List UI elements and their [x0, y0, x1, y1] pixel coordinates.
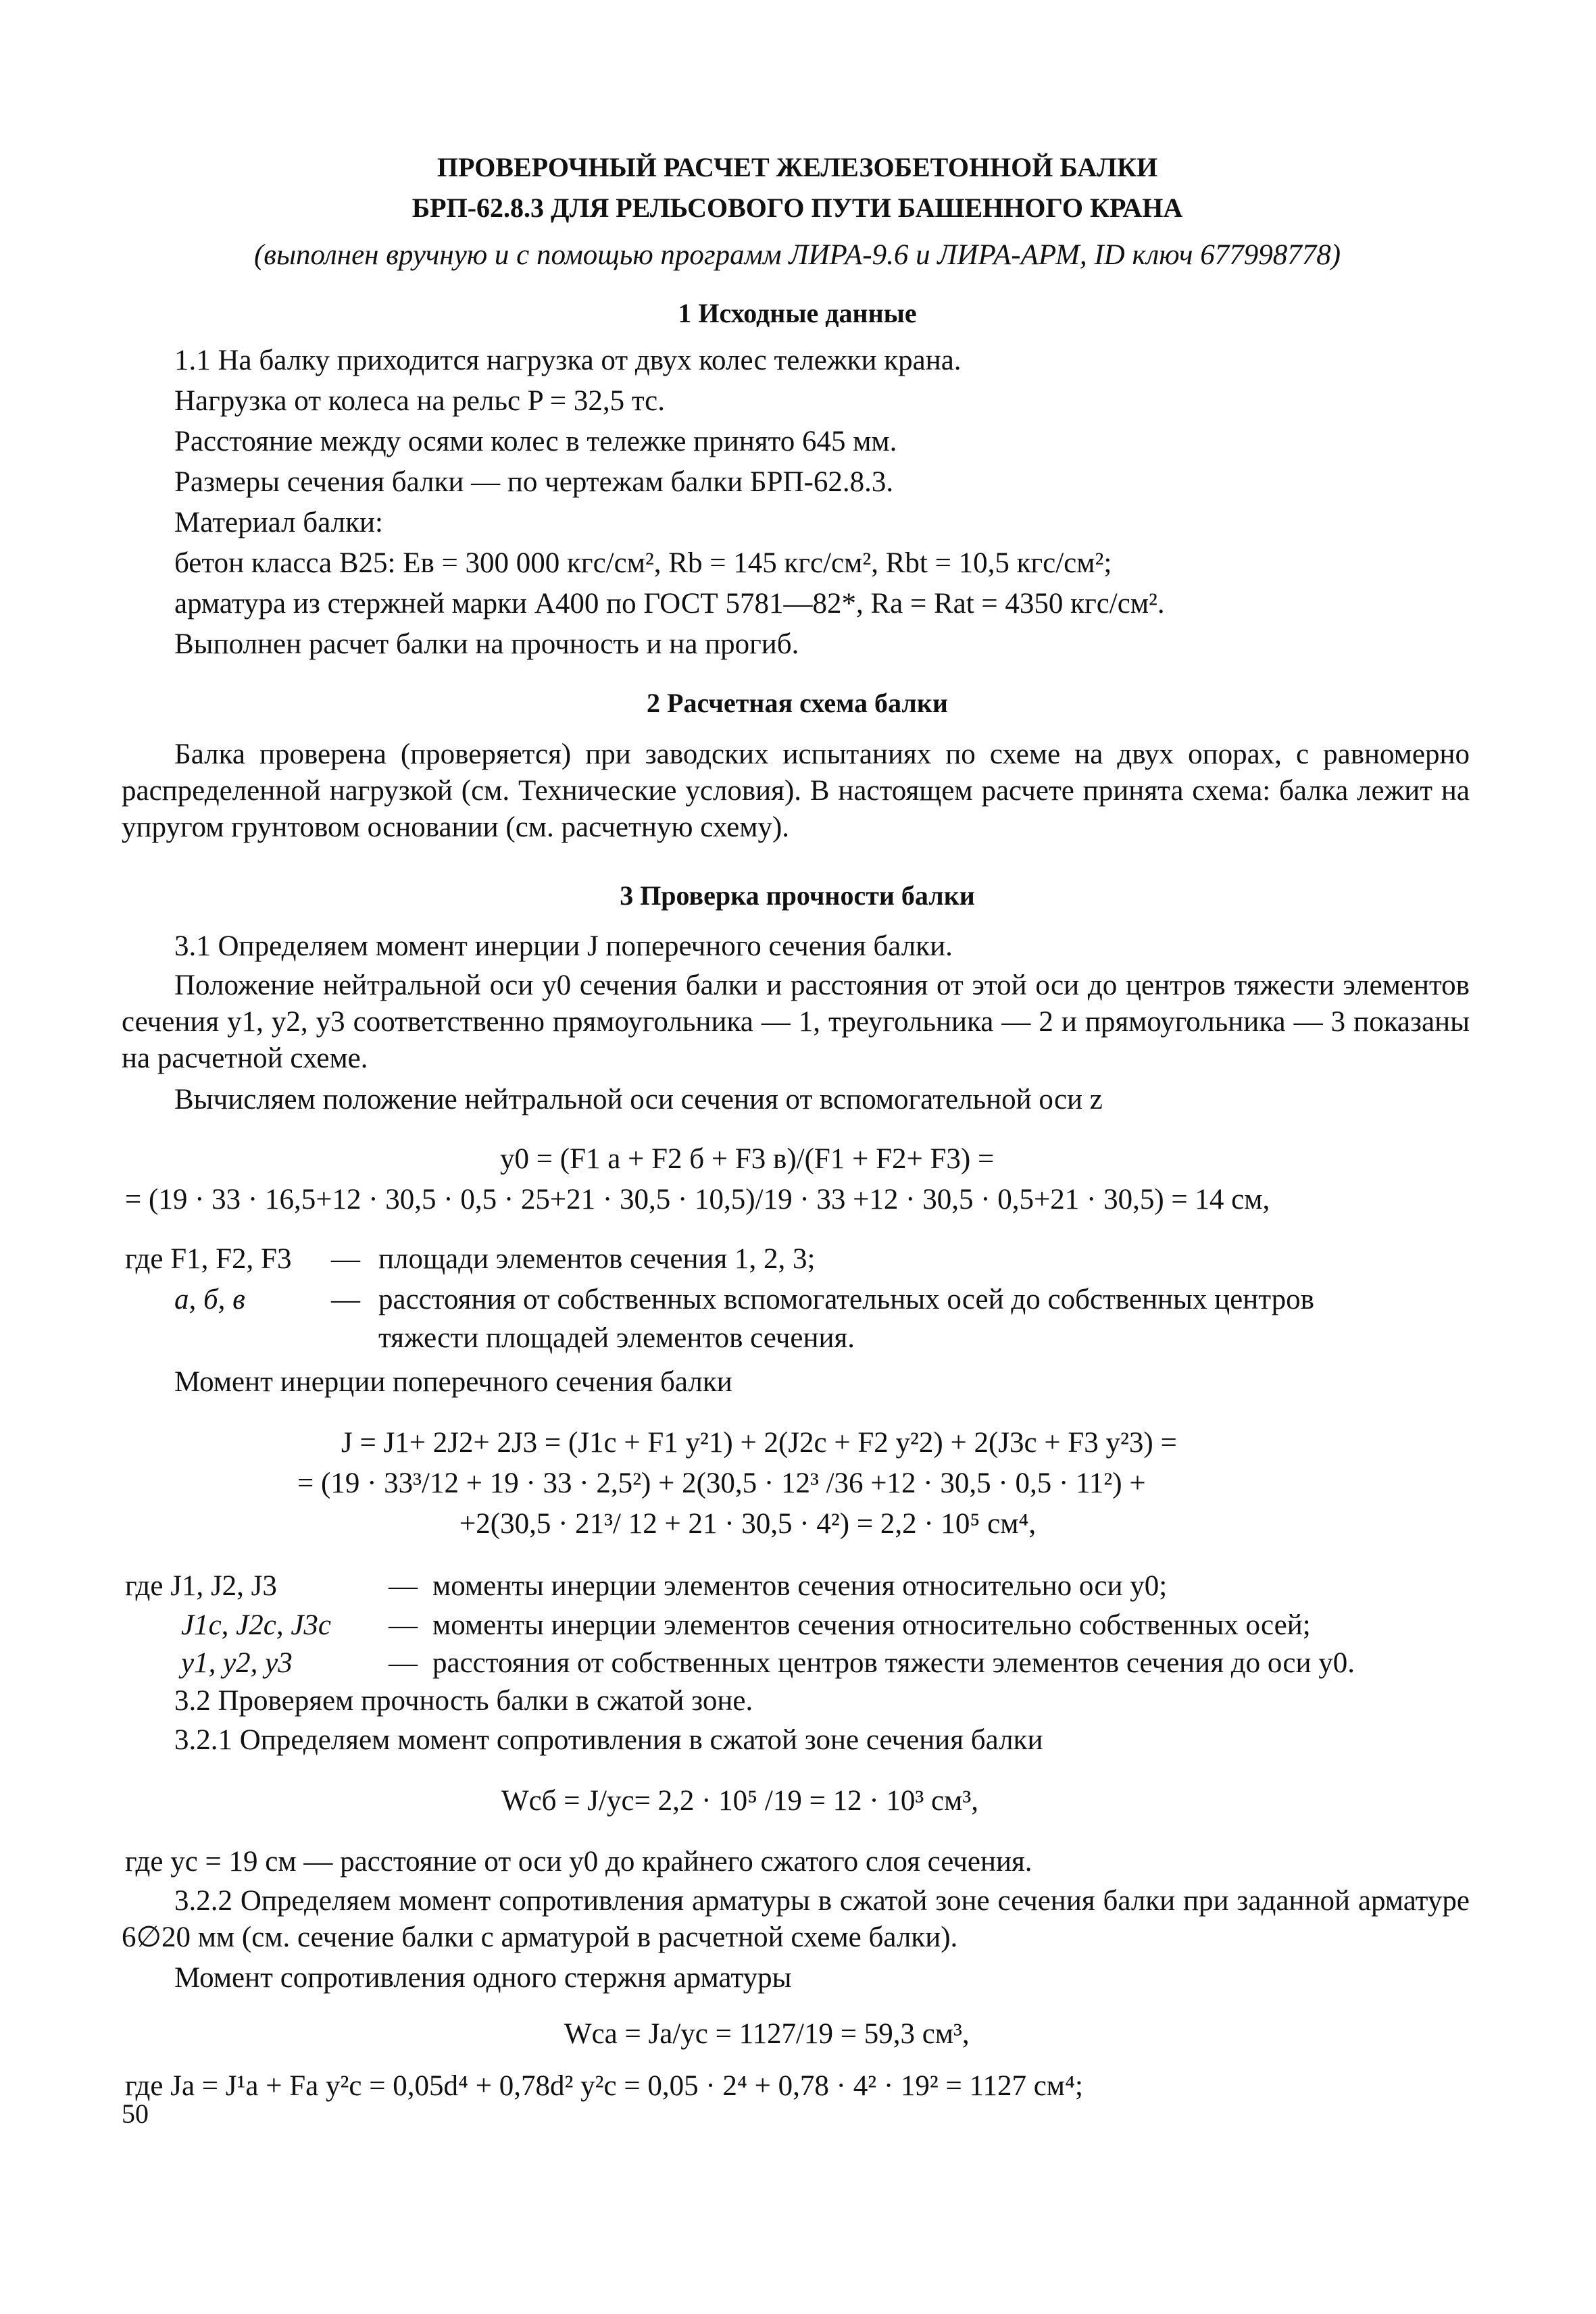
s1-line-8: Выполнен расчет балки на прочность и на прогиб. — [174, 628, 799, 660]
s3-p3: Вычисляем положение нейтральной оси сечения от вспомогательной оси z — [174, 1084, 1103, 1115]
where1-label-2: а, б, в — [174, 1284, 245, 1315]
s3-p5: 3.2 Проверяем прочность балки в сжатой зоне. — [174, 1685, 753, 1717]
subtitle: (выполнен вручную и с помощью программ ЛИРА-9.6 и ЛИРА-АРМ, ID ключ 677998778) — [253, 239, 1341, 271]
s3-p9: Момент сопротивления одного стержня арматуры — [174, 1962, 792, 1994]
where2-label-2: J1c, J2c, J3c — [181, 1609, 332, 1641]
equation-J-line-1: J = J1+ 2J2+ 2J3 = (J1c + F1 y²1) + 2(J2c + F2 y²2) + 2(J3c + F3 y²3) = — [341, 1427, 1177, 1459]
equation-Ja: где Ja = J¹a + Fa y²c = 0,05d⁴ + 0,78d² y²c = 0,05 · 2⁴ + 0,78 · 4² · 19² = 1127 см⁴; — [125, 2070, 1083, 2102]
section-3-heading: 3 Проверка прочности балки — [620, 880, 975, 911]
equation-y0-line-1: y0 = (F1 a + F2 б + F3 в)/(F1 + F2+ F3) = — [500, 1143, 995, 1175]
where1-text-2: расстояния от собственных вспомогательных осей до собственных центров — [378, 1284, 1314, 1315]
s2-paragraph: Балка проверена (проверяется) при заводских испытаниях по схеме на двух опорах, с равномерно распределенной нагрузкой (см. Технические условия). В настоящем расчете принята схема: балка лежит на упругом грунтовом основании (см. расчетную схему). — [122, 738, 1470, 843]
page-number: 50 — [122, 2098, 149, 2129]
where2-label-1: где J1, J2, J3 — [125, 1570, 277, 1602]
title-line-2: БРП-62.8.3 ДЛЯ РЕЛЬСОВОГО ПУТИ БАШЕННОГО КРАНА — [412, 193, 1183, 223]
equation-Wa: Wca = Ja/yc = 1127/19 = 59,3 см³, — [564, 2018, 970, 2050]
s3-p2: Положение нейтральной оси y0 сечения балки и расстояния от этой оси до центров тяжести элементов сечения y1, y2, y3 соответственно прямоугольника — 1, треугольника — 2 и прямоугольника — 3 показаны на расчетной схеме. — [122, 970, 1470, 1074]
equation-W: Wcб = J/yc= 2,2 · 10⁵ /19 = 12 · 10³ см³, — [501, 1785, 978, 1817]
section-1-heading: 1 Исходные данные — [678, 298, 917, 328]
where2-dash-3: — — [389, 1647, 418, 1679]
where2-text-2: моменты инерции элементов сечения относительно собственных осей; — [432, 1609, 1311, 1641]
s1-line-1: 1.1 На балку приходится нагрузка от двух колес тележки крана. — [174, 345, 962, 376]
s3-p4: Момент инерции поперечного сечения балки — [174, 1366, 732, 1398]
s1-line-7: арматура из стержней марки А400 по ГОСТ 5781—82*, Ra = Rat = 4350 кгс/см². — [174, 588, 1165, 620]
s3-p6: 3.2.1 Определяем момент сопротивления в сжатой зоне сечения балки — [174, 1724, 1043, 1756]
s1-line-2: Нагрузка от колеса на рельс P = 32,5 тс. — [174, 385, 666, 417]
where1-dash-2: — — [331, 1284, 360, 1315]
s1-line-5: Материал балки: — [174, 507, 383, 538]
where1-text-1: площади элементов сечения 1, 2, 3; — [378, 1243, 816, 1275]
equation-y0-line-2: = (19 · 33 · 16,5+12 · 30,5 · 0,5 · 25+21 · 30,5 · 10,5)/19 · 33 +12 · 30,5 · 0,5+21 · 30,5) = 14 см, — [125, 1184, 1270, 1215]
where1-dash-1: — — [331, 1243, 360, 1275]
s3-p7: где yc = 19 см — расстояние от оси y0 до крайнего сжатого слоя сечения. — [125, 1846, 1032, 1878]
s3-p1: 3.1 Определяем момент инерции J поперечного сечения балки. — [174, 930, 953, 962]
where2-text-3: расстояния от собственных центров тяжести элементов сечения до оси y0. — [432, 1647, 1355, 1679]
s1-line-3: Расстояние между осями колес в тележке принято 645 мм. — [174, 426, 897, 457]
equation-J-line-3: +2(30,5 · 21³/ 12 + 21 · 30,5 · 4²) = 2,2 · 10⁵ см⁴, — [459, 1508, 1037, 1540]
where1-label-1: где F1, F2, F3 — [125, 1243, 292, 1275]
s1-line-6: бетон класса В25: Eв = 300 000 кгс/см², Rb = 145 кгс/см², Rbt = 10,5 кгс/см²; — [174, 547, 1112, 579]
s3-p8: 3.2.2 Определяем момент сопротивления арматуры в сжатой зоне сечения балки при заданной арматуре 6∅20 мм (см. сечение балки с арматурой в расчетной схеме балки). — [122, 1885, 1470, 1953]
section-2-heading: 2 Расчетная схема балки — [647, 688, 948, 718]
equation-J-line-2: = (19 · 33³/12 + 19 · 33 · 2,5²) + 2(30,5 · 12³ /36 +12 · 30,5 · 0,5 · 11²) + — [297, 1467, 1146, 1499]
title-line-1: ПРОВЕРОЧНЫЙ РАСЧЕТ ЖЕЛЕЗОБЕТОННОЙ БАЛКИ — [437, 152, 1158, 182]
where2-dash-1: — — [389, 1570, 418, 1602]
s1-line-4: Размеры сечения балки — по чертежам балки БРП-62.8.3. — [174, 466, 894, 498]
where2-dash-2: — — [389, 1609, 418, 1641]
where2-text-1: моменты инерции элементов сечения относительно оси y0; — [432, 1570, 1168, 1602]
where2-label-3: y1, y2, y3 — [181, 1647, 293, 1679]
where1-text-2-cont: тяжести площадей элементов сечения. — [378, 1322, 855, 1354]
